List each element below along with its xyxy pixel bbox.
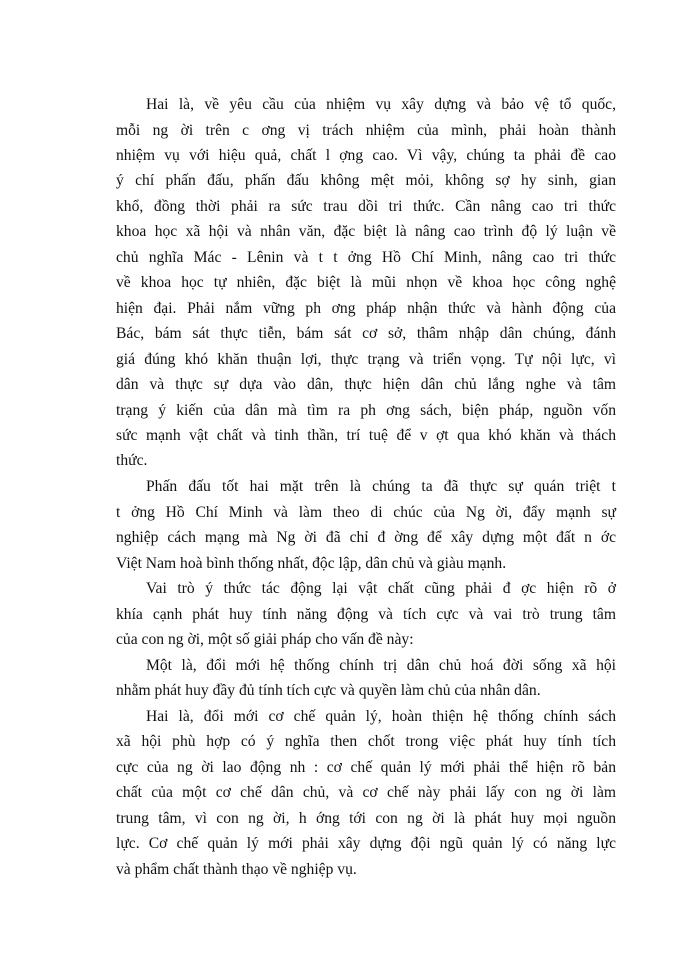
text-line: khổ, đồng thời phải ra sức trau dồi tri thức. Cần nâng cao tri thức xyxy=(116,198,616,215)
text-line: t ởng Hồ Chí Minh và làm theo di chúc của Ng ời, đẩy mạnh sự xyxy=(116,504,616,521)
text-line: Bác, bám sát thực tiễn, bám sát cơ sở, thâm nhập dân chúng, đánh xyxy=(116,325,616,342)
text-line: Hai là, về yêu cầu của nhiệm vụ xây dựng và bảo vệ tổ quốc, xyxy=(146,96,616,113)
text-line: chủ nghĩa Mác - Lênin và t t ởng Hồ Chí Minh, nâng cao tri thức xyxy=(116,249,616,266)
text-line: lực. Cơ chế quản lý mới phải xây dựng đội ngũ quản lý có năng lực xyxy=(116,835,616,852)
text-line: về khoa học tự nhiên, đặc biệt là mũi nhọn về khoa học công nghệ xyxy=(116,274,616,291)
text-line: nghiệp cách mạng mà Ng ời đã chỉ đ ờng để xây dựng một đất n ớc xyxy=(116,529,616,546)
text-line: giá đúng khó khăn thuận lợi, thực trạng và triển vọng. Tự nội lực, vì xyxy=(116,351,616,368)
text-line: nhằm phát huy đầy đủ tính tích cực và quyền làm chủ của nhân dân. xyxy=(116,682,541,699)
text-line: dân và thực sự dựa vào dân, thực hiện dân chủ lắng nghe và tâm xyxy=(116,376,616,393)
text-line: trung tâm, vì con ng ời, h ớng tới con ng ời là phát huy mọi nguồn xyxy=(116,810,616,827)
text-line: mỗi ng ời trên c ơng vị trách nhiệm của mình, phải hoàn thành xyxy=(116,122,616,139)
text-line: của con ng ời, một số giải pháp cho vấn đề này: xyxy=(116,631,414,648)
text-line: khía cạnh phát huy tính năng động và tích cực và vai trò trung tâm xyxy=(116,606,616,623)
text-line: khoa học xã hội và nhân văn, đặc biệt là nâng cao trình độ lý luận về xyxy=(116,223,616,240)
text-line: sức mạnh vật chất và tinh thần, trí tuệ để v ợt qua khó khăn và thách xyxy=(116,427,616,444)
text-line: hiện đại. Phải nắm vững ph ơng pháp nhận thức và hành động của xyxy=(116,300,616,317)
text-line: Một là, đổi mới hệ thống chính trị dân chủ hoá đời sống xã hội xyxy=(146,657,616,674)
text-line: xã hội phù hợp có ý nghĩa then chốt trong việc phát huy tính tích xyxy=(116,733,616,750)
text-line: trạng ý kiến của dân mà tìm ra ph ơng sách, biện pháp, nguồn vốn xyxy=(116,402,616,419)
text-line: thức. xyxy=(116,452,148,469)
text-line: ý chí phấn đấu, phấn đấu không mệt mỏi, không sợ hy sinh, gian xyxy=(116,172,616,189)
text-line: Phấn đấu tốt hai mặt trên là chúng ta đã thực sự quán triệt t xyxy=(146,478,616,495)
text-line: Việt Nam hoà bình thống nhất, độc lập, dân chủ và giàu mạnh. xyxy=(116,555,507,572)
text-line: cực của ng ời lao động nh : cơ chế quản lý mới phải thể hiện rõ bản xyxy=(116,759,616,776)
text-line: Hai là, đổi mới cơ chế quản lý, hoàn thiện hệ thống chính sách xyxy=(146,708,616,725)
text-line: và phẩm chất thành thạo về nghiệp vụ. xyxy=(116,861,357,878)
text-line: chất của một cơ chế dân chủ, và cơ chế này phải lấy con ng ời làm xyxy=(116,784,616,801)
text-line: Vai trò ý thức tác động lại vật chất cũng phải đ ợc hiện rõ ở xyxy=(146,580,616,597)
text-line: nhiệm vụ với hiệu quả, chất l ợng cao. Vì vậy, chúng ta phải đề cao xyxy=(116,147,616,164)
